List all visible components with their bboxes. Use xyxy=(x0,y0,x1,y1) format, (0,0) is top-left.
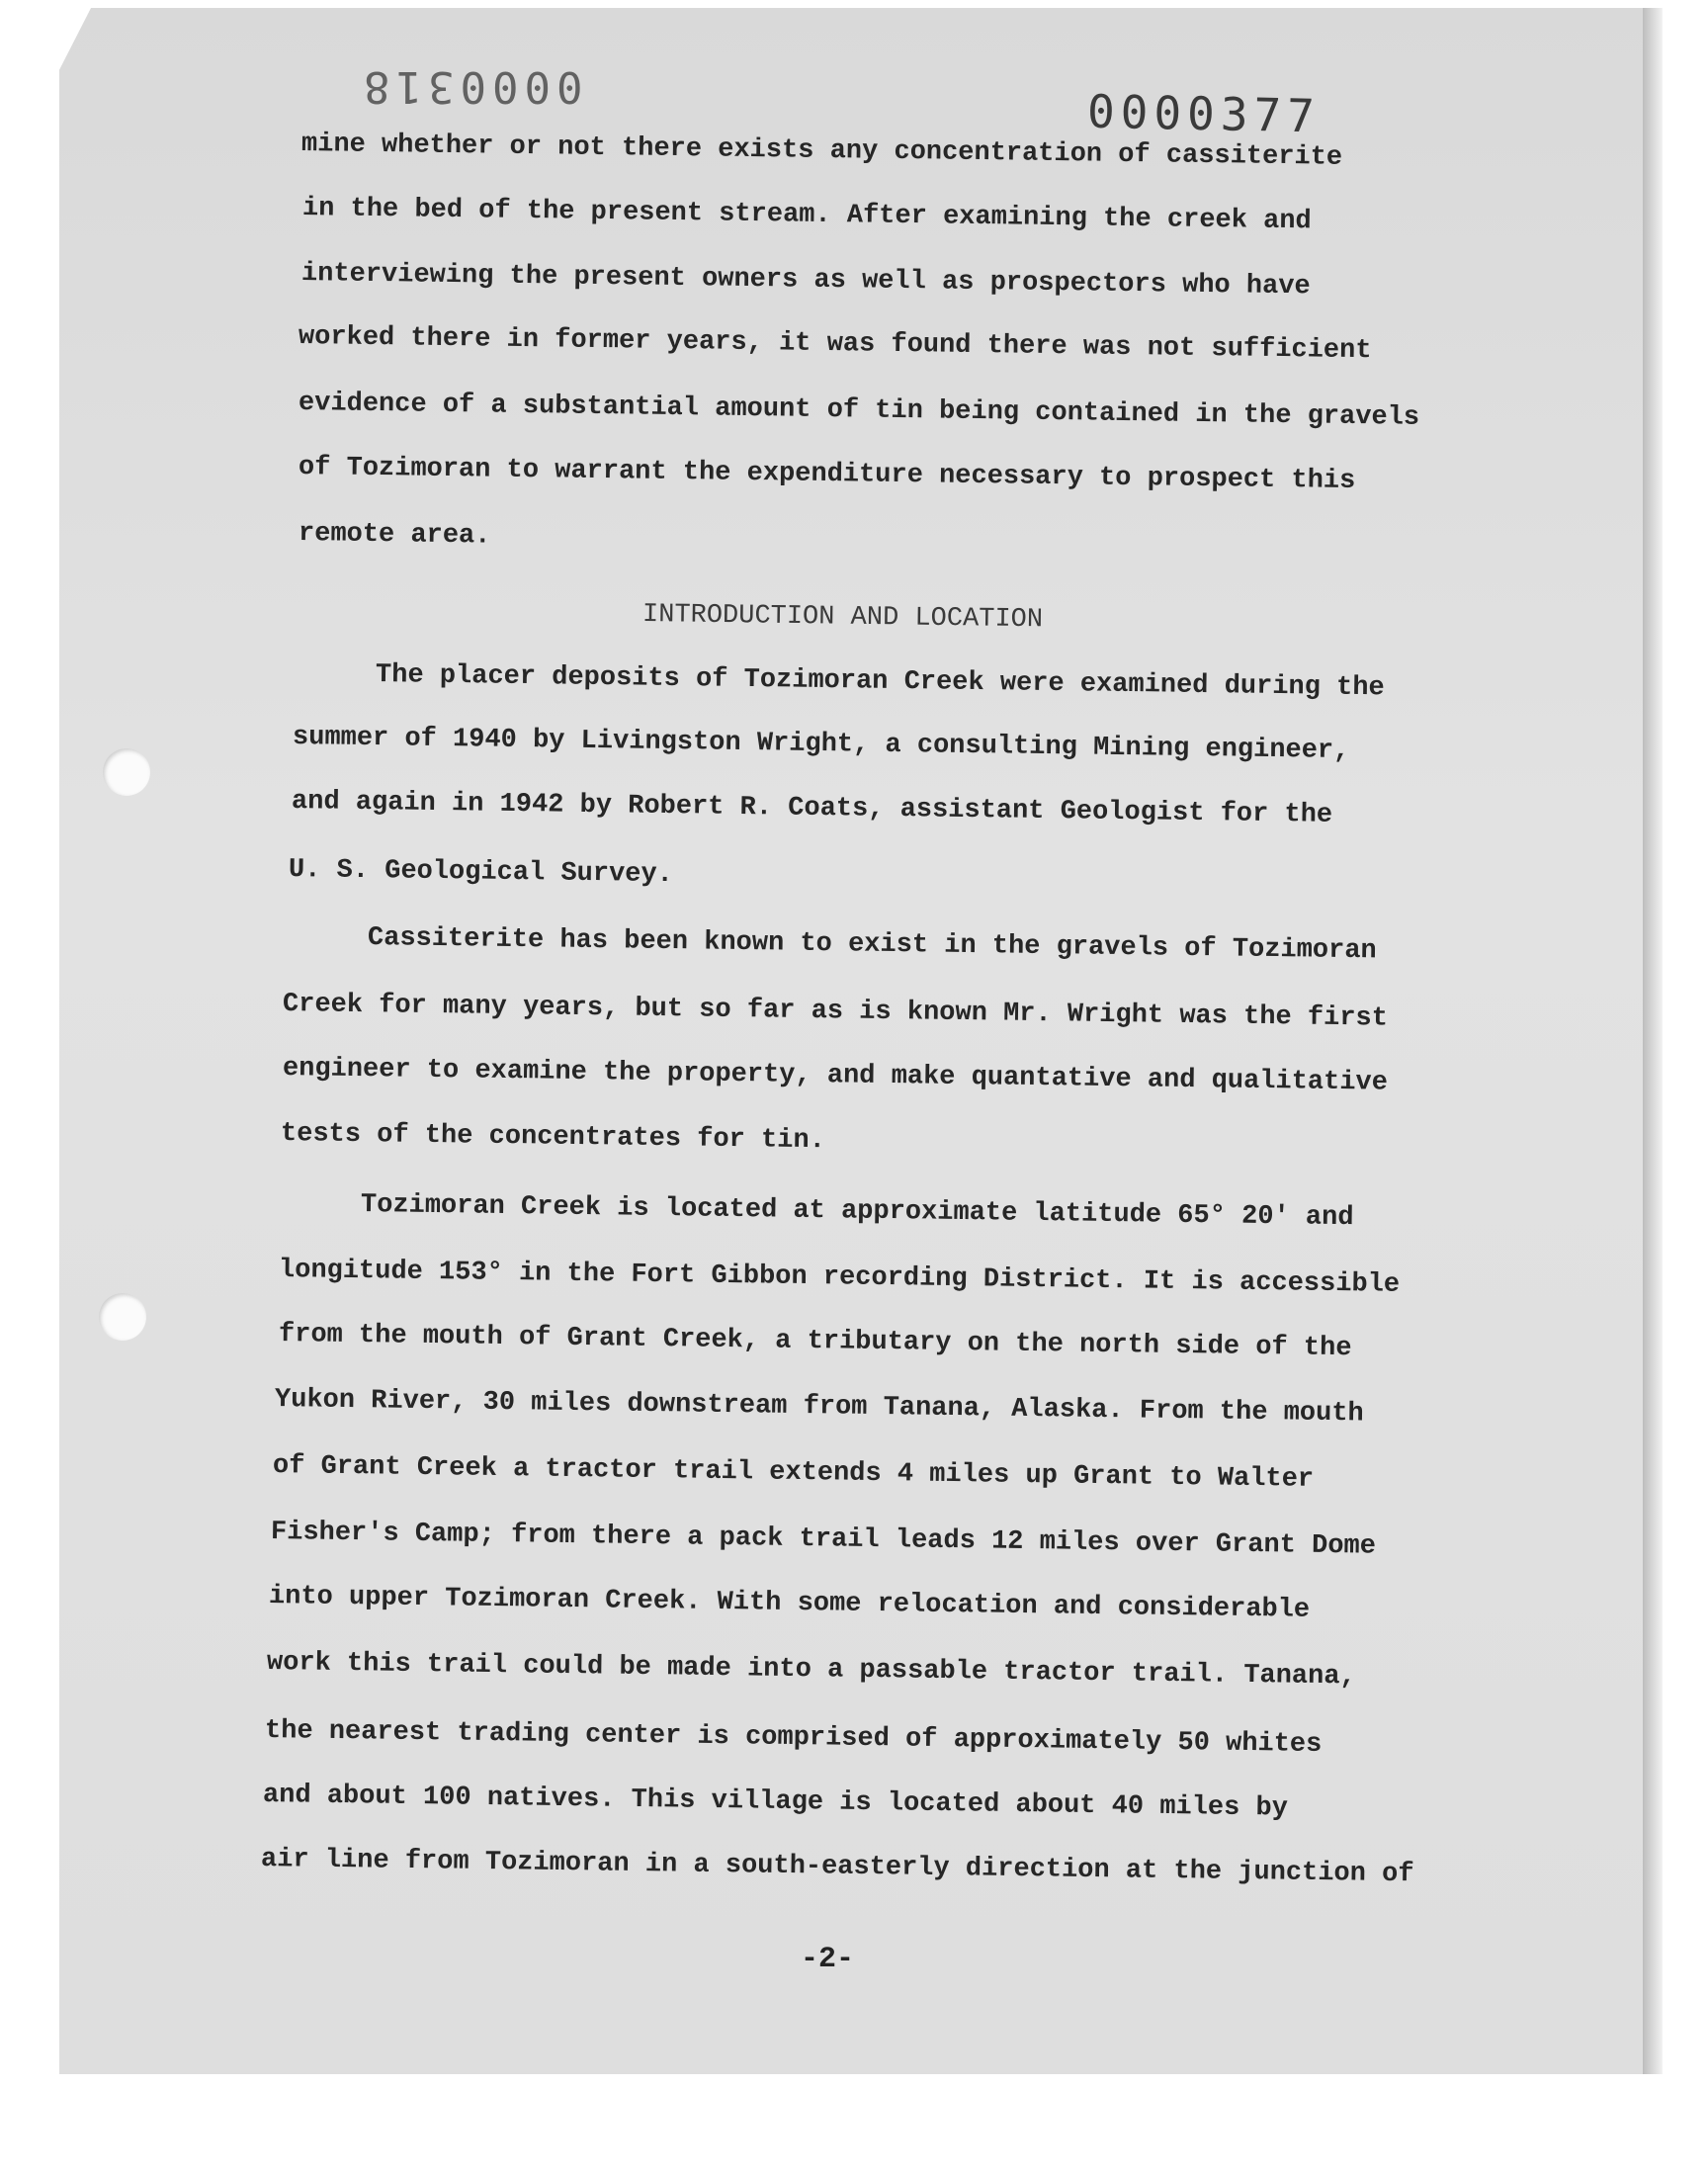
text-line: U. S. Geological Survey. xyxy=(288,855,674,891)
text-line: air line from Tozimoran in a south-easterly direction at the junction of xyxy=(260,1845,1414,1890)
punch-hole-bottom xyxy=(99,1293,146,1341)
text-line: and about 100 natives. This village is located about 40 miles by xyxy=(262,1781,1289,1824)
text-line: summer of 1940 by Livingston Wright, a consulting Mining engineer, xyxy=(292,723,1350,766)
text-line: mine whether or not there exists any concentration of cassiterite xyxy=(300,130,1343,173)
page-number: -2- xyxy=(801,1943,855,1976)
bates-stamp: 0000377 xyxy=(1086,84,1322,143)
text-line: interviewing the present owners as well as prospectors who have xyxy=(300,259,1311,303)
text-line: worked there in former years, it was found there was not sufficient xyxy=(298,322,1372,367)
scan-bottom-margin xyxy=(0,2074,1708,2175)
text-line: longitude 153° in the Fort Gibbon recording District. It is accessible xyxy=(278,1256,1401,1300)
text-line: work this trail could be made into a passable tractor trail. Tanana, xyxy=(266,1648,1356,1693)
text-line: engineer to examine the property, and make quantative and qualitative xyxy=(282,1054,1389,1098)
text-line: tests of the concentrates for tin. xyxy=(280,1119,826,1157)
text-line: into upper Tozimoran Creek. With some relocation and considerable xyxy=(268,1582,1311,1625)
section-heading: INTRODUCTION AND LOCATION xyxy=(641,600,1044,636)
text-line: Creek for many years, but so far as is known Mr. Wright was the first xyxy=(282,990,1389,1034)
text-line: in the bed of the present stream. After examining the creek and xyxy=(301,194,1312,237)
text-line: evidence of a substantial amount of tin being contained in the gravels xyxy=(298,389,1420,433)
text-line: the nearest trading center is comprised of approximately 50 whites xyxy=(264,1716,1323,1760)
text-line: Cassiterite has been known to exist in the gravels of Tozimoran xyxy=(367,923,1377,967)
text-line: and again in 1942 by Robert R. Coats, assistant Geologist for the xyxy=(291,787,1333,830)
text-line: The placer deposits of Tozimoran Creek were examined during the xyxy=(375,660,1385,704)
text-line: of Grant Creek a tractor trail extends 4 miles up Grant to Walter xyxy=(272,1451,1315,1495)
punch-hole-top xyxy=(103,748,150,796)
text-line: Yukon River, 30 miles downstream from Tanana, Alaska. From the mouth xyxy=(274,1385,1364,1430)
text-line: of Tozimoran to warrant the expenditure necessary to prospect this xyxy=(298,453,1356,496)
sheet-edge-shadow xyxy=(1643,8,1663,2074)
text-line: Fisher's Camp; from there a pack trail leads 12 miles over Grant Dome xyxy=(270,1518,1377,1562)
text-line: Tozimoran Creek is located at approximate latitude 65° 20' and xyxy=(360,1190,1354,1234)
bates-stamp-inverted: 0000318 xyxy=(358,61,583,112)
text-line: from the mouth of Grant Creek, a tributary on the north side of the xyxy=(278,1320,1352,1364)
paper-sheet xyxy=(59,8,1643,2074)
text-line: remote area. xyxy=(298,519,491,552)
